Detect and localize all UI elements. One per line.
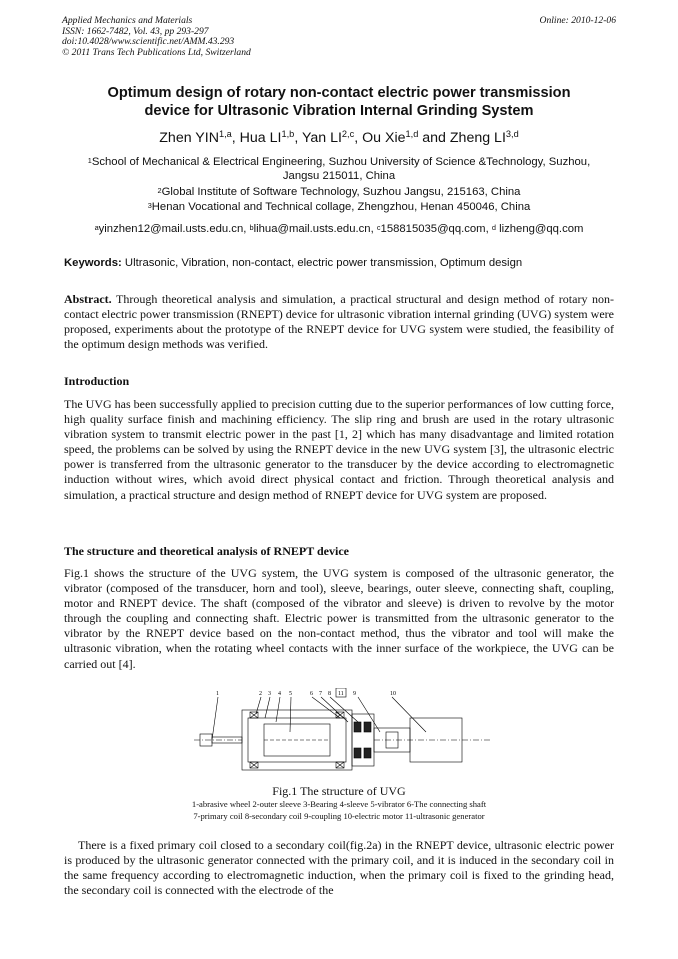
author-separator: , xyxy=(294,130,302,146)
affiliation-2 xyxy=(40,185,638,199)
affiliation-mark: 1 xyxy=(87,156,92,165)
email-mark: b xyxy=(249,223,254,232)
author-and: and xyxy=(418,130,450,146)
email-list: $^a$yinzhen12@mail.usts.edu.cn, $^b$lihua@mail.usts.edu.cn, $^c$158815035@qq.com, $^d$ lizheng@qq.com xyxy=(94,223,584,235)
journal-header xyxy=(62,16,251,58)
keywords xyxy=(64,257,522,269)
email-address[interactable]: lihua@mail.usts.edu.cn xyxy=(253,223,371,235)
journal-name: Applied Mechanics and Materials xyxy=(62,15,193,26)
keywords-text: Ultrasonic, Vibration, non-contact, electric power transmission, Optimum design xyxy=(121,257,523,269)
author-affiliation-mark: 2,c xyxy=(341,129,355,139)
part-number-label: 2 xyxy=(259,691,262,697)
email-address[interactable]: lizheng@qq.com xyxy=(499,223,584,235)
author-separator: , xyxy=(231,130,240,146)
part-number-label: 6 xyxy=(310,691,313,697)
part-number-label: 7 xyxy=(319,691,322,697)
primary-coil-shape xyxy=(354,722,361,732)
figure-legend-line-1: 1-abrasive wheel 2-outer sleeve 3-Bearing 4-sleeve 5-vibrator 6-The connecting shaft xyxy=(191,799,487,809)
author-affiliation-mark: 3,d xyxy=(505,129,519,139)
author-name: Yan LI xyxy=(301,130,342,146)
part-number-label: 4 xyxy=(278,691,281,697)
email-mark: c xyxy=(376,223,381,232)
title-line-1: Optimum design of rotary non-contact electric power transmission xyxy=(107,85,571,101)
author-name: Hua LI xyxy=(239,130,282,146)
email-mark: a xyxy=(94,223,99,232)
affiliation-text: Global Institute of Software Technology, Suzhou Jangsu, 215163, China xyxy=(161,186,521,198)
part-number-label: 3 xyxy=(268,691,271,697)
abstract-text: Through theoretical analysis and simulation, a practical structural and design method of rotary non-contact electric power transmission (RNEPT) device for ultrasonic vibration internal grinding (UVG) system were proposed, experiments about the prototype of the RNEPT device for UVG system were studied, the feasibility of the optimum design methods was verified. xyxy=(64,292,614,352)
introduction-paragraph: The UVG has been successfully applied to precision cutting due to the superior performances of low cutting force, high quality surface finish and machining efficiency. The slip ring and brush are used in the rotary ultrasonic vibration system to transmit electric power in the past [1, 2] which has many disadvantage and limited rotation speed, the problems can be solved by using the RNEPT device in the new UVG system [3], the ultrasonic electric power is transferred from the ultrasonic generator to the transducer by the device according to electromagnetic induction without wires, which avoid direct physical contact and friction. Through theoretical analysis and simulation, a practical structure and design method of RNEPT device for UVG system are proposed. xyxy=(64,397,614,502)
uvg-structure-figure xyxy=(190,688,500,784)
part-number-label: 11 xyxy=(338,691,344,697)
affiliation-mark: 3 xyxy=(147,201,152,210)
email-mark: d xyxy=(491,223,496,232)
affiliation-text: School of Mechanical & Electrical Engineering, Suzhou University of Science &Technology, Suzhou, xyxy=(91,156,591,168)
figure-legend-line-2: 7-primary coil 8-secondary coil 9-coupling 10-electric motor 11-ultrasonic generator xyxy=(193,811,485,821)
email-address[interactable]: yinzhen12@mail.usts.edu.cn xyxy=(98,223,244,235)
affiliation-3 xyxy=(40,200,638,214)
author-separator: , xyxy=(354,130,363,146)
affiliation-text: Jangsu 215011, China xyxy=(282,170,396,182)
title-line-2: device for Ultrasonic Vibration Internal Grinding System xyxy=(144,103,534,119)
section-heading-introduction: Introduction xyxy=(64,374,130,388)
part-number-label: 1 xyxy=(216,691,219,697)
author-list xyxy=(40,130,638,146)
part-number-label: 9 xyxy=(353,691,356,697)
author-name: Zhen YIN xyxy=(159,130,219,146)
section-heading-structure: The structure and theoretical analysis of RNEPT device xyxy=(64,544,349,558)
coil-paragraph: There is a fixed primary coil closed to a secondary coil(fig.2a) in the RNEPT device, ultrasonic electric power is produced by the ultrasonic generator connected with the primary coil, and it is induced in the secondary coil in the same frequency according to electromagnetic induction, when the primary coil is fixed to the grinding head, the secondary coil is connected with the electrode of the xyxy=(64,838,614,898)
figure-caption: Fig.1 The structure of UVG xyxy=(272,784,406,798)
affiliation-mark: 2 xyxy=(157,186,162,195)
paper-title xyxy=(40,84,638,120)
email-address[interactable]: 158815035@qq.com xyxy=(380,223,486,235)
author-affiliation-mark: 1,a xyxy=(218,129,232,139)
abstract xyxy=(64,292,614,352)
part-number-label: 10 xyxy=(390,691,396,697)
journal-doi: doi:10.4028/www.scientific.net/AMM.43.293 xyxy=(62,36,235,48)
structure-paragraph: Fig.1 shows the structure of the UVG system, the UVG system is composed of the ultrasonic generator, the vibrator (composed of the transducer, horn and tool), sleeve, bearings, outer sleeve, connecting shaft, coupling, motor and RNEPT device. The shaft (composed of the vibrator and sleeve) is driven to revolve by the motor through the coupling and connecting shaft. Electric power is transmitted from the ultrasonic generator to the vibrator by the RNEPT device based on the non-contact method, thus the vibrator and tool will make the ultrasonic vibration, when the rotating wheel contacts with the inner surface of the workpiece, the UVG can be carried out [4]. xyxy=(64,566,614,671)
part-number-label: 5 xyxy=(289,691,292,697)
author-affiliation-mark: 1,b xyxy=(281,129,295,139)
affiliation-1 xyxy=(40,155,638,183)
journal-copyright: © 2011 Trans Tech Publications Ltd, Switzerland xyxy=(62,46,251,58)
author-name: Zheng LI xyxy=(449,130,506,146)
journal-issn: ISSN: 1662-7482, Vol. 43, pp 293-297 xyxy=(62,25,209,37)
abstract-label: Abstract. xyxy=(64,292,112,306)
keywords-label: Keywords: xyxy=(64,257,122,269)
affiliation-text: Henan Vocational and Technical collage, Zhengzhou, Henan 450046, China xyxy=(151,201,531,213)
secondary-coil-shape xyxy=(364,722,371,732)
part-number-label: 8 xyxy=(328,691,331,697)
author-name: Ou Xie xyxy=(362,130,406,146)
author-affiliation-mark: 1,d xyxy=(405,129,419,139)
online-date: Online: 2010-12-06 xyxy=(539,15,616,26)
